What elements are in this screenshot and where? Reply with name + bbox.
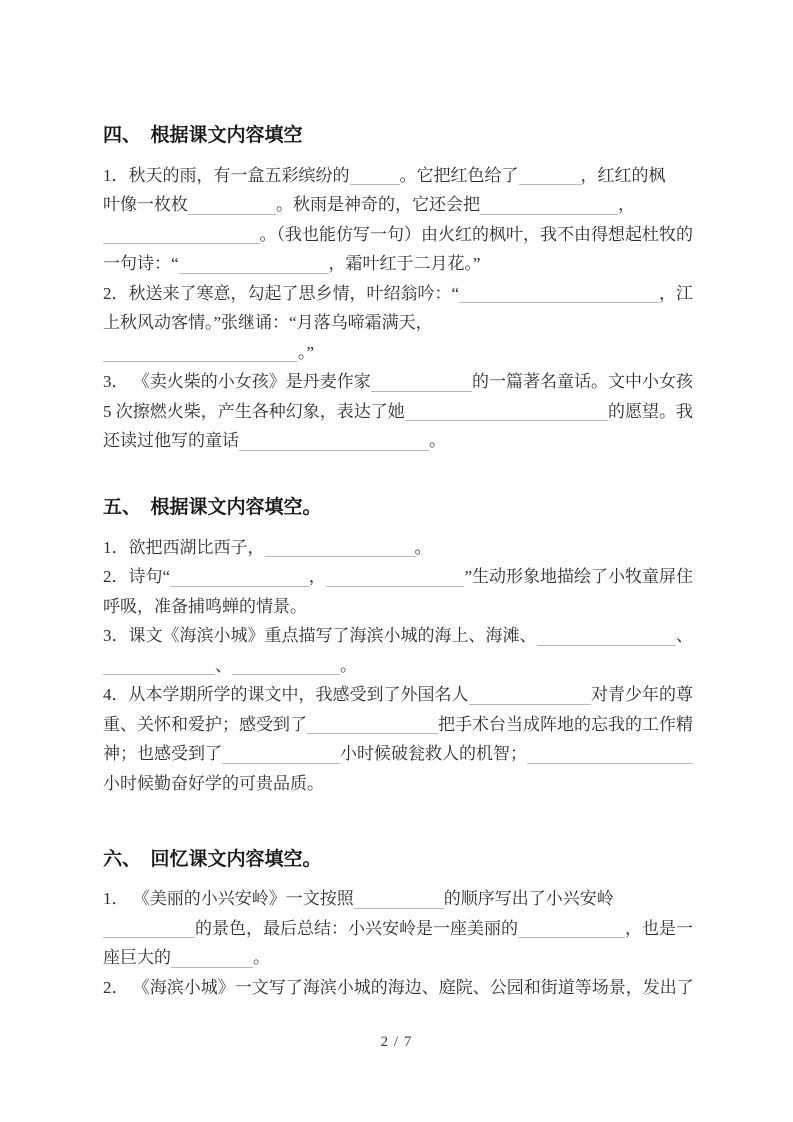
text-run: 一句诗：“: [103, 254, 179, 273]
text-run: 对青少年的尊: [591, 685, 693, 704]
text-run: 1．秋天的雨，有一盒五彩缤纷的: [103, 165, 350, 185]
text-run: ，江: [659, 283, 693, 303]
fill-in-blank: [103, 347, 298, 362]
text-line: [103, 709, 693, 739]
text-run: 、: [215, 655, 232, 675]
text-run: 1．欲把西湖比西子，: [103, 537, 265, 557]
text-line: [103, 650, 693, 680]
fill-in-blank: [537, 631, 677, 646]
fill-in-blank: [232, 660, 340, 675]
section-heading: 五、 根据课文内容填空。: [103, 497, 322, 518]
text-line: [103, 190, 693, 220]
fill-in-blank: [469, 690, 592, 705]
text-line: [103, 913, 693, 943]
text-run: 5 次擦燃火柴，产生各种幻象，表达了她: [103, 401, 405, 421]
text-line: [103, 308, 693, 338]
section-body: [103, 160, 693, 455]
text-line: [103, 532, 693, 562]
text-run: 小时候破瓮救人的机智；: [340, 744, 527, 763]
text-run: 。（我也能仿写一句）由火红的枫叶，我不由得想起杜牧的: [259, 224, 693, 244]
fill-in-blank: [222, 749, 340, 764]
text-run: 、: [676, 626, 693, 645]
text-line: [103, 426, 693, 456]
fill-in-blank: [103, 660, 215, 675]
fill-in-blank: [371, 377, 472, 392]
text-run: 。”: [298, 342, 315, 362]
text-run: 还读过他写的童话: [103, 431, 239, 450]
text-run: 。它把红色给了: [399, 165, 519, 185]
text-run: 2． 《海滨小城》一文写了海滨小城的海边、庭院、公园和街道等场景，发出了: [103, 977, 694, 997]
fill-in-blank: [459, 288, 659, 303]
text-run: 3． 《卖火柴的小女孩》是丹麦作家: [103, 372, 371, 391]
text-line: [103, 219, 693, 249]
section-heading: 六、 回忆课文内容填空。: [103, 848, 322, 870]
text-line: [103, 562, 693, 592]
fill-in-blank: [188, 200, 276, 215]
fill-in-blank: [405, 406, 608, 421]
text-line: [103, 680, 693, 710]
text-run: 4．从本学期所学的课文中，我感受到了外国名人: [103, 685, 469, 704]
text-line: [103, 160, 693, 190]
text-run: ，霜叶红于二月花。”: [328, 254, 481, 273]
text-run: ，也是一: [625, 918, 693, 938]
text-run: 上秋风动客情。”张继诵：“月落乌啼霜满天，: [103, 313, 433, 332]
fill-in-blank: [239, 436, 429, 451]
text-run: 。: [253, 948, 270, 967]
text-run: ，: [618, 195, 635, 214]
text-run: 的一篇著名童话。文中小女孩: [472, 372, 693, 391]
text-run: 把手术台当成阵地的忘我的工作精: [438, 714, 693, 734]
fill-in-blank: [103, 229, 260, 244]
section-five-fill-in-blanks: [103, 493, 693, 798]
text-run: 的景色，最后总结：小兴安岭是一座美丽的: [195, 918, 518, 938]
text-run: 1． 《美丽的小兴安岭》一文按照: [103, 889, 354, 908]
text-line: [103, 591, 693, 621]
fill-in-blank: [171, 953, 253, 968]
fill-in-blank: [265, 542, 415, 557]
text-line: [103, 884, 693, 914]
fill-in-blank: [354, 894, 444, 909]
text-run: 。: [340, 655, 357, 675]
fill-in-blank: [480, 200, 618, 215]
text-run: 叶像一枚枚: [103, 195, 188, 214]
text-run: 神；也感受到了: [103, 744, 222, 763]
text-line: [103, 367, 693, 397]
section-body: [103, 884, 693, 1002]
text-run: 呼吸，准备捕鸣蝉的情景。: [103, 596, 307, 616]
section-body: [103, 532, 693, 798]
text-run: 的愿望。我: [608, 401, 693, 421]
fill-in-blank: [307, 719, 438, 734]
text-run: 。: [429, 431, 446, 450]
text-run: 3．课文《海滨小城》重点描写了海滨小城的海上、海滩、: [103, 626, 537, 645]
section-four-fill-in-blanks: [103, 121, 693, 455]
text-line: [103, 249, 693, 279]
text-run: 小时候勤奋好学的可贵品质。: [103, 773, 324, 793]
text-run: 。: [414, 537, 432, 557]
fill-in-blank: [518, 923, 625, 938]
text-run: ，红红的枫: [580, 165, 666, 185]
text-run: 。秋雨是神奇的，它还会把: [276, 195, 480, 214]
text-run: 座巨大的: [103, 948, 171, 967]
text-line: [103, 739, 693, 769]
section-six-recall-fill-in-blanks: [103, 845, 693, 1002]
fill-in-blank: [326, 572, 465, 587]
fill-in-blank: [170, 572, 309, 587]
fill-in-blank: [527, 749, 693, 764]
section-heading: 四、 根据课文内容填空: [103, 125, 303, 146]
text-line: [103, 396, 693, 426]
fill-in-blank: [350, 170, 400, 185]
text-run: 的顺序写出了小兴安岭: [443, 889, 614, 908]
text-run: ”生动形象地描绘了小牧童屏住: [464, 567, 693, 586]
text-line: [103, 337, 693, 367]
text-run: ，: [308, 567, 326, 586]
fill-in-blank: [103, 923, 195, 938]
page-content: [103, 0, 693, 1002]
fill-in-blank: [179, 259, 329, 274]
page-number-footer: 2 / 7: [380, 1034, 413, 1050]
text-line: [103, 621, 693, 651]
text-line: [103, 943, 693, 973]
text-line: [103, 972, 693, 1002]
text-line: [103, 768, 693, 798]
text-run: 2．秋送来了寒意，勾起了思乡情，叶绍翁吟：“: [103, 283, 460, 303]
fill-in-blank: [519, 170, 581, 185]
text-run: 重、关怀和爱护；感受到了: [103, 714, 307, 734]
text-run: 2．诗句“: [103, 567, 171, 586]
text-line: [103, 278, 693, 308]
